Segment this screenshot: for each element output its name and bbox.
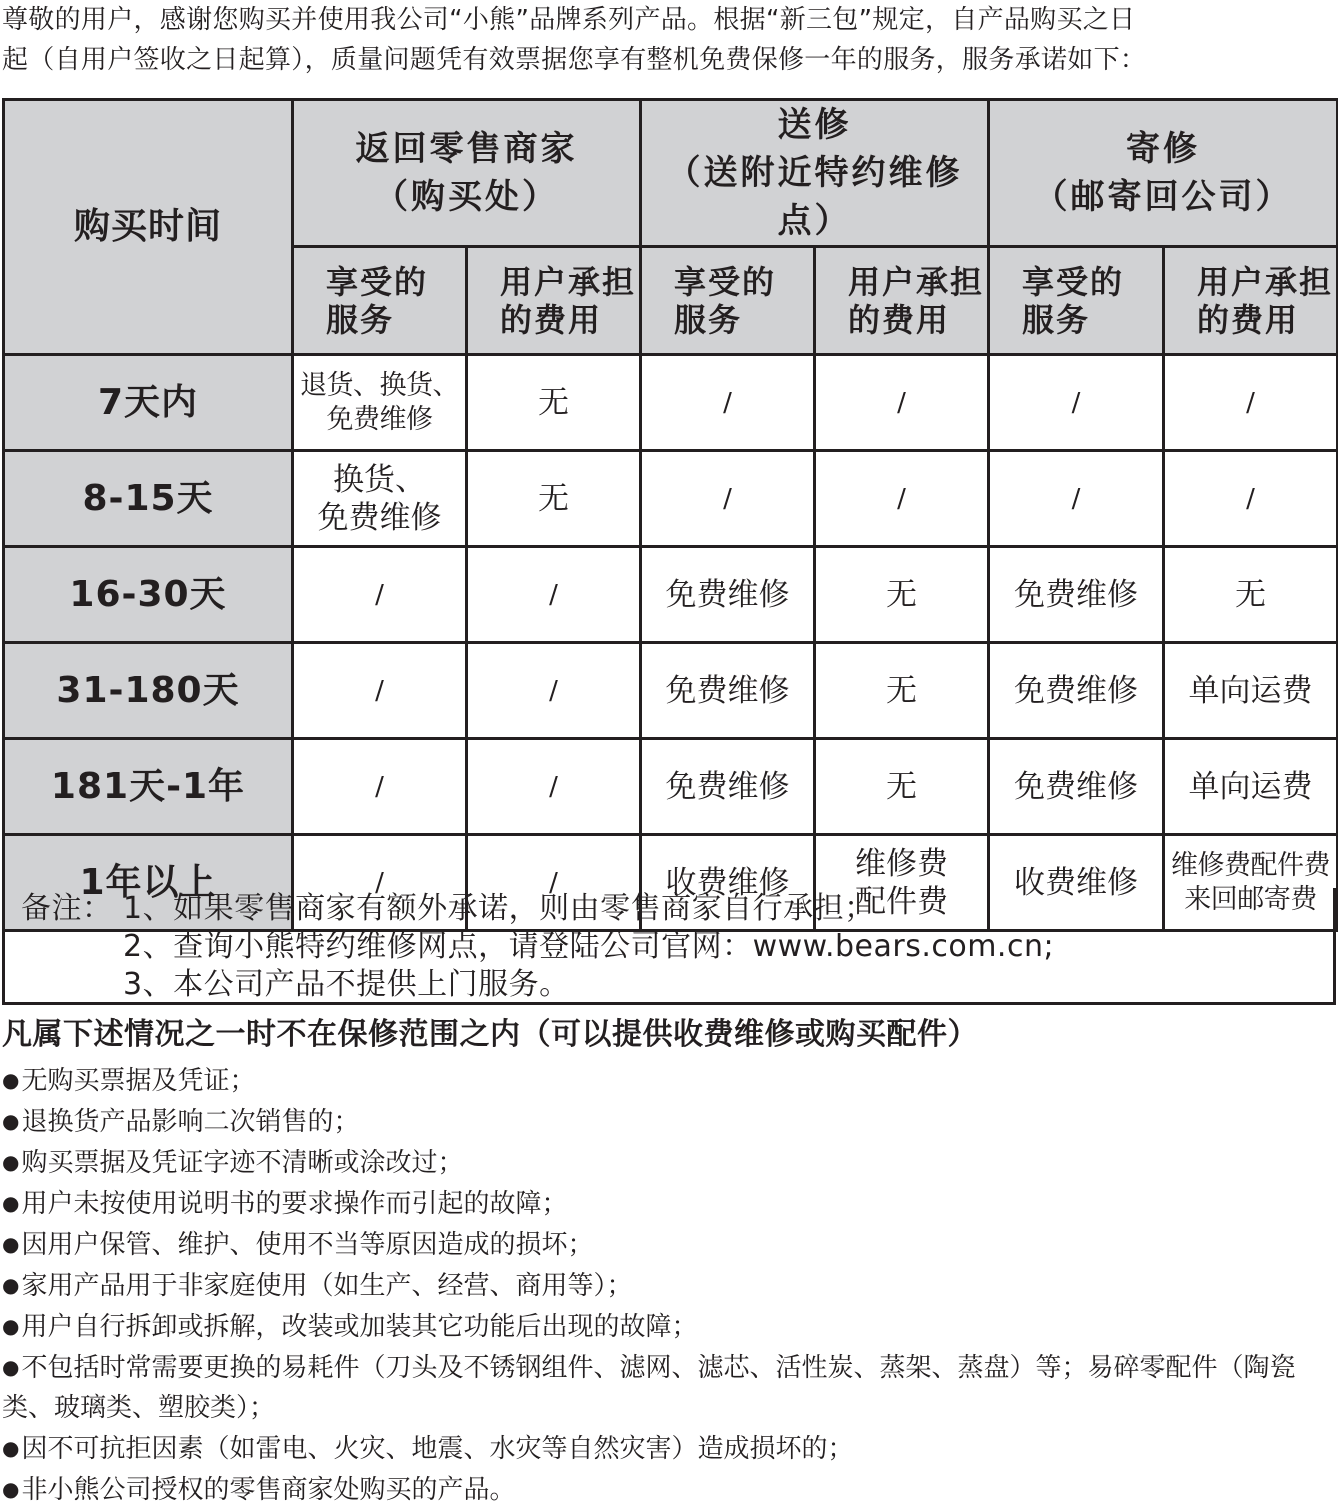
cell-line: 单向运费 xyxy=(1188,672,1313,709)
row-header-time: 8-15天 xyxy=(4,451,293,547)
cell-line: 免费维修 xyxy=(326,403,433,435)
list-item xyxy=(2,1060,1336,1101)
exclusions-list xyxy=(2,1060,1336,1510)
list-item-text: 用户未按使用说明书的要求操作而引起的故障； xyxy=(21,1189,568,1219)
table-cell xyxy=(1164,355,1338,451)
bullet-icon: ● xyxy=(2,1436,20,1460)
table-cell xyxy=(293,739,467,835)
table-cell xyxy=(467,643,641,739)
group-title: 送修 xyxy=(777,105,852,145)
subheader-cost xyxy=(815,247,989,355)
table-cell xyxy=(989,451,1164,547)
cell-line: 免费维修 xyxy=(317,499,442,536)
warranty-service-table xyxy=(2,98,1338,932)
cell-line: / xyxy=(549,675,558,706)
subheader-cost xyxy=(1164,247,1338,355)
list-item xyxy=(2,1224,1336,1265)
group-subtitle: （购买处） xyxy=(374,177,559,217)
table-cell xyxy=(293,547,467,643)
bullet-icon: ● xyxy=(2,1191,20,1215)
row-header-time: 16-30天 xyxy=(4,547,293,643)
row-header-time: 181天-1年 xyxy=(4,739,293,835)
cell-line: 免费维修 xyxy=(1014,576,1138,613)
list-item-text: 用户自行拆卸或拆解，改装或加装其它功能后出现的故障； xyxy=(21,1312,698,1342)
cell-line: 单向运费 xyxy=(1188,768,1313,805)
list-item xyxy=(2,1428,1336,1469)
subheader-service-line: 享受的 xyxy=(326,262,429,301)
table-cell xyxy=(467,547,641,643)
list-item xyxy=(2,1347,1336,1428)
table-cell xyxy=(641,451,815,547)
cell-line: / xyxy=(375,771,384,802)
cell-line: 免费维修 xyxy=(1014,768,1138,805)
bullet-icon: ● xyxy=(2,1314,20,1338)
cell-line: 退货、换货、 xyxy=(300,369,459,401)
table-cell xyxy=(815,547,989,643)
table-cell xyxy=(1164,547,1338,643)
bullet-icon: ● xyxy=(2,1273,20,1297)
cell-line: / xyxy=(723,387,732,418)
row-header-time: 31-180天 xyxy=(4,643,293,739)
table-cell xyxy=(815,355,989,451)
bullet-icon: ● xyxy=(2,1477,20,1501)
table-cell xyxy=(989,355,1164,451)
cell-line: 无 xyxy=(886,768,917,805)
cell-line: 维修费 xyxy=(855,845,948,882)
cell-line: / xyxy=(375,579,384,610)
list-item-text: 购买票据及凭证字迹不清晰或涂改过； xyxy=(21,1148,464,1178)
table-cell xyxy=(293,451,467,547)
subheader-cost-line: 的费用 xyxy=(1197,300,1300,339)
cell-line: / xyxy=(1071,387,1081,418)
cell-line: 免费维修 xyxy=(665,672,790,709)
table-cell xyxy=(467,355,641,451)
cell-line: 收费维修 xyxy=(665,864,790,901)
cell-line: / xyxy=(1246,483,1255,514)
group-subtitle: （邮寄回公司） xyxy=(1033,177,1293,217)
bullet-icon: ● xyxy=(2,1150,20,1174)
table-cell xyxy=(467,451,641,547)
row-header-time: 7天内 xyxy=(4,355,293,451)
table-cell xyxy=(641,547,815,643)
header-purchase-time: 购买时间 xyxy=(4,100,293,355)
table-cell xyxy=(293,643,467,739)
subheader-service-line: 服务 xyxy=(1022,300,1091,339)
table-cell xyxy=(293,355,467,451)
cell-line: 免费维修 xyxy=(1014,672,1138,709)
cell-line: 无 xyxy=(1235,576,1266,613)
table-row xyxy=(4,547,1338,643)
note-item: 3、本公司产品不提供上门服务。 xyxy=(123,967,570,1002)
bullet-icon: ● xyxy=(2,1068,20,1092)
cell-line: / xyxy=(1071,483,1081,514)
group-title: 寄修 xyxy=(1126,129,1200,169)
table-cell xyxy=(641,355,815,451)
subheader-service xyxy=(641,247,815,355)
subheader-cost-line: 的费用 xyxy=(500,300,603,339)
cell-line: / xyxy=(1246,387,1255,418)
cell-line: 维修费配件费 xyxy=(1171,849,1330,881)
table-cell xyxy=(815,451,989,547)
intro-line-2: 起（自用户签收之日起算），质量问题凭有效票据您享有整机免费保修一年的服务，服务承诺如下： xyxy=(2,45,1147,75)
intro-paragraph xyxy=(2,0,1336,80)
subheader-cost-line: 用户承担 xyxy=(1197,262,1334,301)
intro-line-1: 尊敬的用户，感谢您购买并使用我公司“小熊”品牌系列产品。根据“新三包”规定，自产品购买之日 xyxy=(2,5,1136,35)
cell-line: 无 xyxy=(886,672,917,709)
list-item xyxy=(2,1142,1336,1183)
subheader-service-line: 服务 xyxy=(674,300,743,339)
list-item-text: 退换货产品影响二次销售的； xyxy=(21,1107,360,1137)
cell-line: / xyxy=(723,483,732,514)
table-cell xyxy=(1164,451,1338,547)
table-row xyxy=(4,355,1338,451)
bullet-icon: ● xyxy=(2,1109,20,1133)
list-item xyxy=(2,1306,1336,1347)
list-item-text: 家用产品用于非家庭使用（如生产、经营、商用等）； xyxy=(21,1271,633,1301)
cell-line: / xyxy=(375,675,384,706)
subheader-cost xyxy=(467,247,641,355)
notes-label: 备注： xyxy=(21,891,113,926)
note-item: 2、查询小熊特约维修网点，请登陆公司官网：www.bears.com.cn; xyxy=(123,929,1055,964)
group-subtitle: （送附近特约维修点） xyxy=(666,153,963,241)
table-cell xyxy=(641,643,815,739)
subheader-service-line: 享受的 xyxy=(1022,262,1125,301)
group-title: 返回零售商家 xyxy=(355,129,578,169)
cell-line: 收费维修 xyxy=(1014,864,1138,901)
cell-line: 无 xyxy=(886,576,917,613)
subheader-service-line: 享受的 xyxy=(674,262,777,301)
cell-line: 配件费 xyxy=(855,883,948,920)
cell-line: 来回邮寄费 xyxy=(1184,883,1317,915)
list-item-text: 因用户保管、维护、使用不当等原因造成的损坏； xyxy=(21,1230,594,1260)
table-cell xyxy=(989,739,1164,835)
table-cell xyxy=(467,739,641,835)
subheader-cost-line: 的费用 xyxy=(848,300,951,339)
row-header-time: 1年以上 xyxy=(4,835,293,931)
cell-line: / xyxy=(375,867,384,898)
subheader-cost-line: 用户承担 xyxy=(500,262,637,301)
table-cell xyxy=(989,547,1164,643)
header-group-retailer xyxy=(293,100,641,247)
cell-line: 免费维修 xyxy=(665,768,790,805)
table-cell xyxy=(1164,643,1338,739)
cell-line: 无 xyxy=(538,384,569,421)
cell-line: / xyxy=(549,579,558,610)
table-cell xyxy=(815,643,989,739)
header-group-service-center xyxy=(641,100,989,247)
list-item-text: 因不可抗拒因素（如雷电、火灾、地震、水灾等自然灾害）造成损坏的； xyxy=(21,1434,854,1464)
table-cell xyxy=(1164,739,1338,835)
bullet-icon: ● xyxy=(2,1355,20,1379)
table-cell xyxy=(815,739,989,835)
subheader-service xyxy=(293,247,467,355)
cell-line: / xyxy=(897,483,906,514)
table-row xyxy=(4,739,1338,835)
table-cell xyxy=(641,739,815,835)
subheader-service xyxy=(989,247,1164,355)
cell-line: / xyxy=(549,771,558,802)
bullet-icon: ● xyxy=(2,1232,20,1256)
cell-line: / xyxy=(549,867,558,898)
note-item: 1、如果零售商家有额外承诺，则由零售商家自行承担； xyxy=(123,891,875,926)
notes-box xyxy=(2,888,1336,1005)
header-group-mail-in xyxy=(989,100,1338,247)
table-row xyxy=(4,451,1338,547)
exclusions-title: 凡属下述情况之一时不在保修范围之内（可以提供收费维修或购买配件） xyxy=(2,1017,978,1052)
list-item xyxy=(2,1469,1336,1510)
list-item-text: 非小熊公司授权的零售商家处购买的产品。 xyxy=(21,1475,516,1505)
list-item xyxy=(2,1101,1336,1142)
cell-line: / xyxy=(897,387,906,418)
list-item xyxy=(2,1265,1336,1306)
list-item-text: 无购买票据及凭证； xyxy=(21,1066,256,1096)
list-item xyxy=(2,1183,1336,1224)
table-row xyxy=(4,643,1338,739)
cell-line: 免费维修 xyxy=(665,576,790,613)
list-item-text: 不包括时常需要更换的易耗件（刀头及不锈钢组件、滤网、滤芯、活性炭、蒸架、蒸盘）等；易碎零配件（陶瓷类、玻璃类、塑胶类）； xyxy=(2,1353,1296,1423)
table-cell xyxy=(989,643,1164,739)
cell-line: 无 xyxy=(538,480,569,517)
subheader-cost-line: 用户承担 xyxy=(848,262,985,301)
cell-line: 换货、 xyxy=(333,461,426,498)
subheader-service-line: 服务 xyxy=(326,300,395,339)
